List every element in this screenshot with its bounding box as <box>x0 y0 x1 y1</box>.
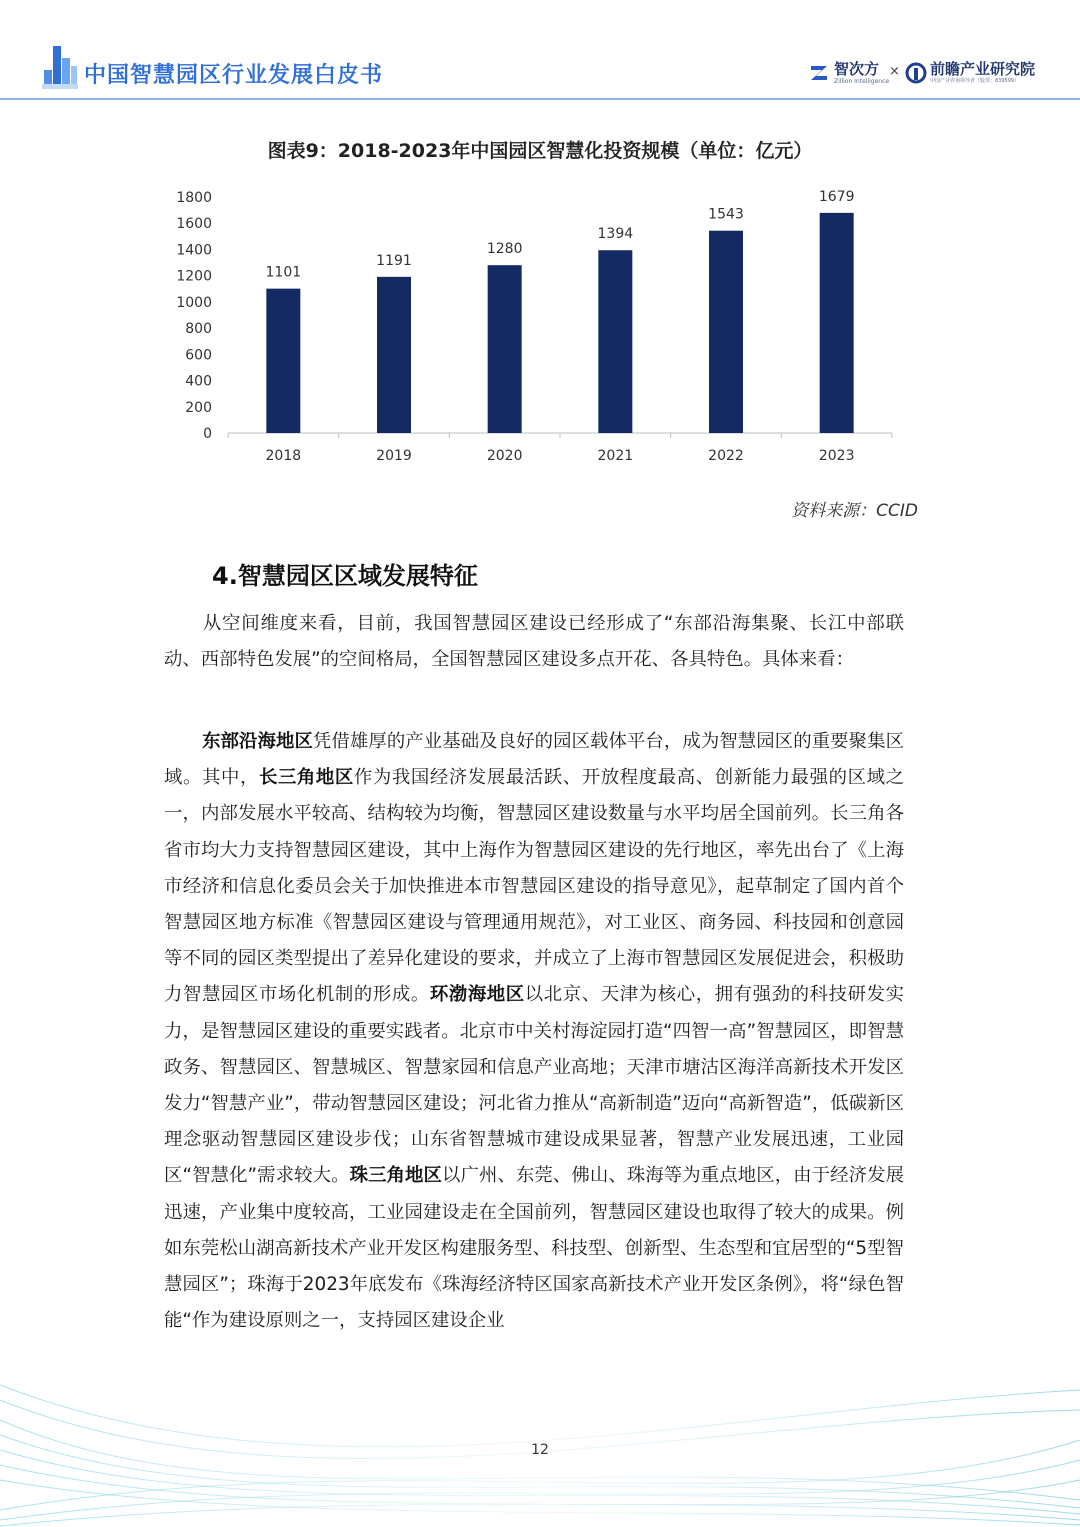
y-tick-label: 1200 <box>176 268 212 285</box>
bar-2023 <box>820 213 854 433</box>
data-label: 1280 <box>486 241 523 258</box>
data-label: 1191 <box>376 252 412 269</box>
east-coast-text: 凭借雄厚的产业基础及良好的园区载体平台，成为智慧园区的重要聚集区域。其中， <box>164 731 904 789</box>
zhicifang-logo-icon <box>808 62 830 84</box>
prd-text: 以广州、东莞、佛山、珠海等为重点地区，由于经济发展迅速，产业集中度较高，工业园建设走在全国前列，智慧园区建设也取得了较大的成果。例如东莞松山湖高新技术产业开发区构建服务型、科技型、创新型、生态型和宜居型的“5型智慧园区”；珠海于2023年底发布《珠海经济特区国家高新技术产业开发区条例》，将“绿色智能“作为建设原则之一，支持园区建设企业 <box>164 1165 904 1332</box>
chart-canvas <box>160 180 920 480</box>
bar-2022 <box>709 231 743 433</box>
east-coast-term: 东部沿海地区 <box>202 731 313 752</box>
y-tick-label: 1400 <box>176 242 212 259</box>
investment-bar-chart <box>160 180 920 480</box>
y-tick-label: 200 <box>185 399 212 416</box>
y-tick-label: 400 <box>185 373 212 390</box>
x-tick-label: 2019 <box>376 448 412 464</box>
x-tick-label: 2023 <box>818 448 855 464</box>
paragraph-intro <box>164 606 904 678</box>
x-tick-label: 2018 <box>265 448 302 464</box>
bar-2018 <box>266 289 300 433</box>
x-tick-label: 2021 <box>597 448 634 464</box>
qianzhan-logo-icon <box>905 62 927 84</box>
bar-2019 <box>377 277 411 433</box>
yrd-term: 长三角地区 <box>258 767 354 789</box>
building-logo-icon <box>42 40 78 90</box>
partner-separator: × <box>889 64 900 79</box>
document-title: 中国智慧园区行业发展白皮书 <box>84 63 384 88</box>
data-label: 1101 <box>265 264 302 281</box>
bohai-text: 以北京、天津为核心，拥有强劲的科技研发实力，是智慧园区建设的重要实践者。北京市中关村海淀园打造“四智一高”智慧园区，即智慧政务、智慧园区、智慧城区、智慧家园和信息产业高地；天津市塘沽区海洋高新技术开发区发力“智慧产业”，带动智慧园区建设；河北省力推从“高新制造”迈向“高新智造”，低碳新区理念驱动智慧园区建设步伐；山东省智慧城市建设成果显著，智慧产业发展迅速，工业园区“智慧化”需求较大。 <box>164 984 904 1187</box>
section-heading: 4.智慧园区区域发展特征 <box>212 562 478 590</box>
data-label: 1679 <box>818 188 855 205</box>
y-tick-label: 1000 <box>176 294 212 311</box>
page-header <box>0 0 1080 100</box>
bar-2020 <box>488 265 522 433</box>
yrd-text: 作为我国经济发展最活跃、开放程度最高、创新能力最强的区域之一，内部发展水平较高、结构较为均衡，智慧园区建设数量与水平均居全国前列。长三角各省市均大力支持智慧园区建设，其中上海作为智慧园区建设的先行地区，率先出台了《上海市经济和信息化委员会关于加快推进本市智慧园区建设的指导意见》，起草制定了国内首个智慧园区地方标准《智慧园区建设与管理通用规范》，对工业区、商务园、科技园和创意园等不同的园区类型提出了差异化建设的要求，并成立了上海市智慧园区发展促进会，积极助力智慧园区市场化机制的形成。 <box>164 767 904 1006</box>
page-number: 12 <box>531 1442 549 1458</box>
figure-title: 图表9：2018-2023年中国园区智慧化投资规模（单位：亿元） <box>267 140 813 162</box>
bohai-term: 环渤海地区 <box>429 984 525 1006</box>
prd-term: 珠三角地区 <box>349 1165 443 1187</box>
partner2-name: 前瞻产业研究院 <box>930 60 1036 78</box>
y-tick-label: 800 <box>185 321 212 338</box>
partner-logo-zhicifang <box>808 60 889 86</box>
y-tick-label: 0 <box>203 426 212 442</box>
partner1-name: 智次方 <box>834 59 880 78</box>
data-label: 1543 <box>708 206 744 223</box>
header-divider <box>0 98 1080 100</box>
intro-text: 从空间维度来看，目前，我国智慧园区建设已经形成了“东部沿海集聚、长江中部联动、西部特色发展”的空间格局，全国智慧园区建设多点开花、各具特色。具体来看： <box>164 613 904 671</box>
partner-logo-qianzhan <box>905 60 1035 86</box>
y-tick-label: 1800 <box>176 190 212 206</box>
x-tick-label: 2022 <box>708 448 744 464</box>
x-tick-label: 2020 <box>486 448 523 464</box>
data-label: 1394 <box>597 226 634 243</box>
figure-source: 资料来源：CCID <box>791 501 918 521</box>
partner2-subtitle: 中国产业咨询领导者（股票：839599） <box>930 78 1020 84</box>
bar-2021 <box>598 250 632 433</box>
y-tick-label: 600 <box>185 347 212 364</box>
paragraph-regions <box>164 724 904 1339</box>
y-tick-label: 1600 <box>176 216 212 233</box>
partner1-subtitle: Zillion Intelligence <box>834 77 890 85</box>
